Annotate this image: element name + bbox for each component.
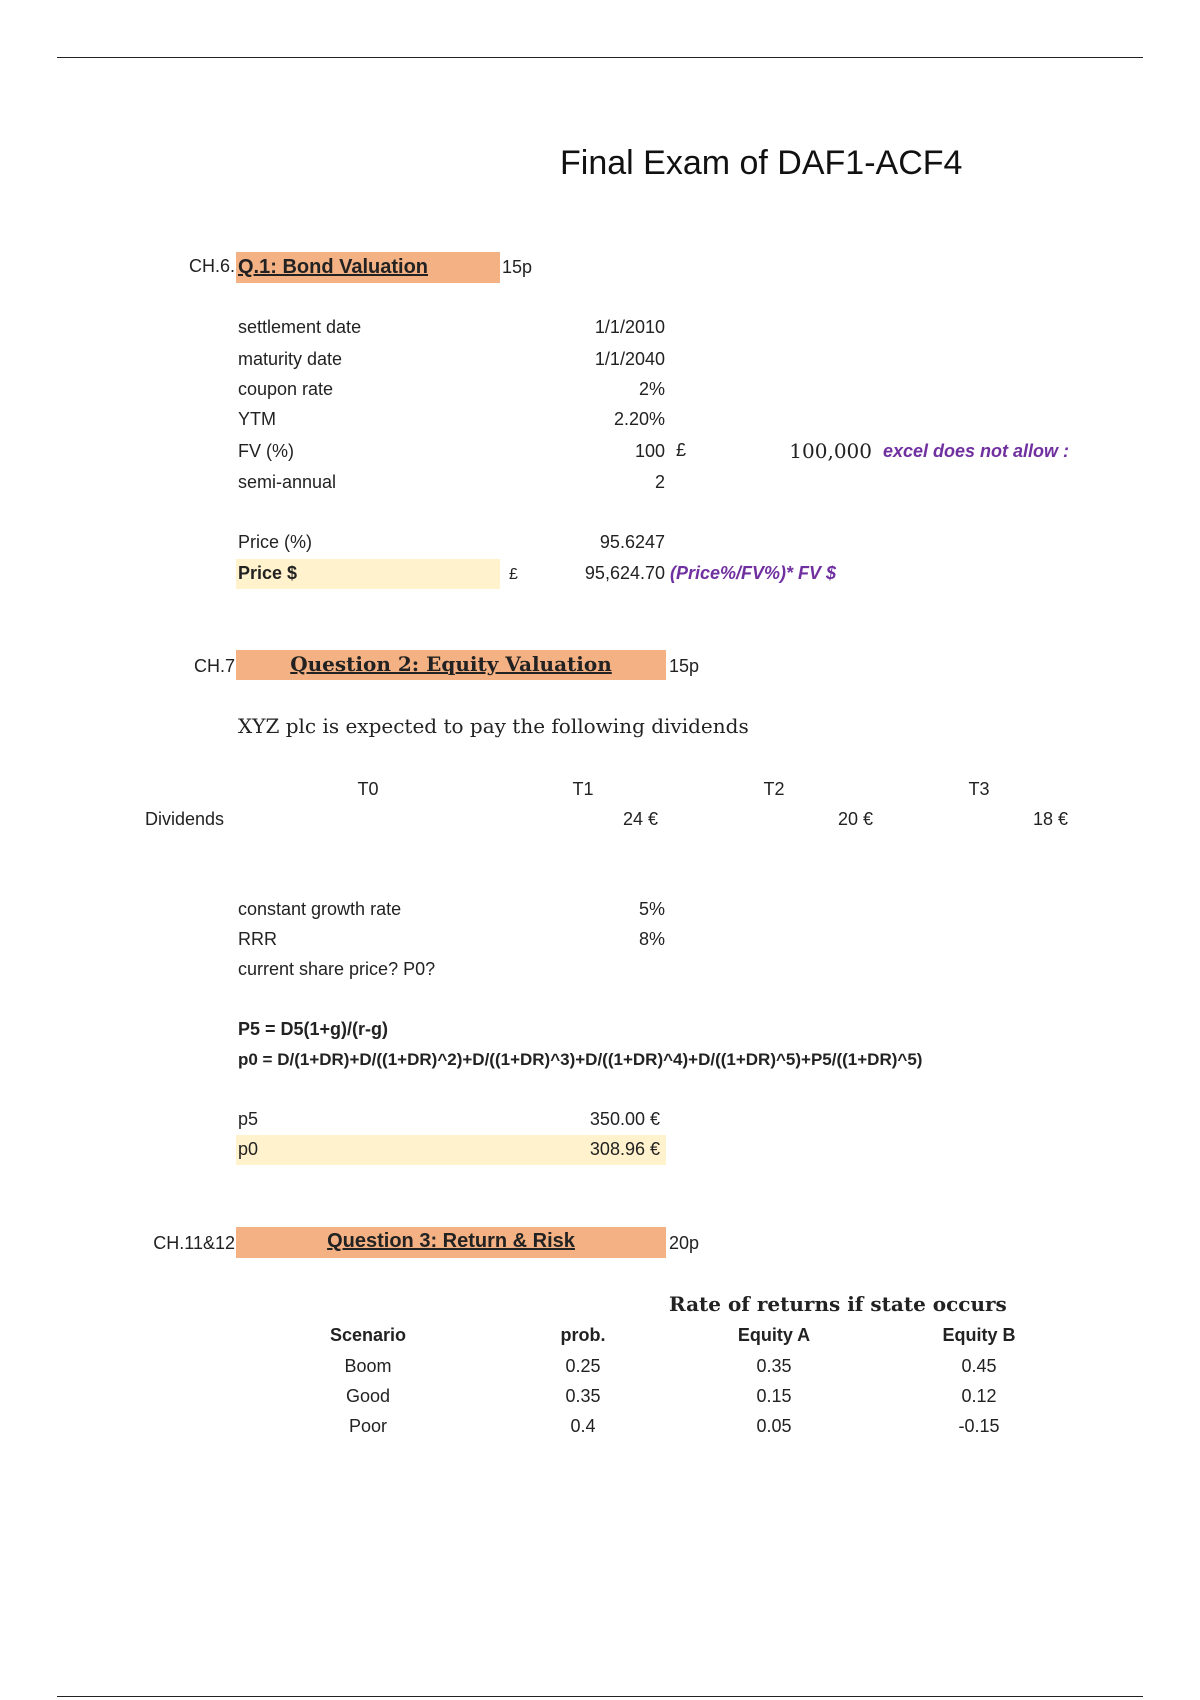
q3-points: 20p — [669, 1233, 700, 1253]
table-cell: -0.15 — [958, 1416, 1000, 1436]
period-t3: T3 — [968, 779, 990, 799]
dividend-t1: 24 € — [622, 809, 658, 829]
page-title: Final Exam of DAF1-ACF4 — [560, 144, 963, 182]
coupon-rate-label: coupon rate — [238, 379, 334, 399]
dividends-label: Dividends — [145, 809, 225, 829]
growth-rate-value: 5% — [638, 899, 665, 919]
semi-annual-label: semi-annual — [238, 472, 337, 492]
maturity-date-label: maturity date — [238, 349, 343, 369]
table-cell: 0.35 — [756, 1356, 792, 1376]
q2-points: 15p — [669, 656, 700, 676]
q2-title: Question 2: Equity Valuation — [290, 652, 612, 676]
settlement-date-label: settlement date — [238, 317, 362, 337]
table-cell: Boom — [344, 1356, 392, 1376]
price-pct-label: Price (%) — [238, 532, 313, 552]
price-pct-value: 95.6247 — [599, 532, 665, 552]
price-usd-currency: £ — [509, 566, 518, 583]
q2-chapter: CH.7 — [193, 656, 235, 676]
q1-points: 15p — [502, 257, 533, 277]
p5-label: p5 — [238, 1109, 259, 1129]
price-usd-label: Price $ — [238, 563, 298, 583]
ytm-label: YTM — [238, 409, 276, 429]
q3-title: Question 3: Return & Risk — [327, 1230, 575, 1252]
share-price-question: current share price? P0? — [238, 959, 436, 979]
period-t1: T1 — [572, 779, 594, 799]
formula-p5: P5 = D5(1+g)/(r-g) — [238, 1019, 389, 1039]
bottom-rule — [57, 1696, 1143, 1697]
fv-note: excel does not allow : — [883, 441, 1070, 461]
price-usd-note: (Price%/FV%)* FV $ — [670, 563, 837, 583]
rrr-value: 8% — [638, 929, 665, 949]
semi-annual-value: 2 — [654, 472, 665, 492]
period-t0: T0 — [357, 779, 379, 799]
period-t2: T2 — [763, 779, 785, 799]
rrr-label: RRR — [238, 929, 277, 949]
formula-p0: p0 = D/(1+DR)+D/((1+DR)^2)+D/((1+DR)^3)+D/((1+DR)^4)+D/((1+DR)^5)+P5/((1+DR)^5) — [238, 1050, 923, 1069]
q3-chapter: CH.11&12 — [153, 1233, 235, 1253]
growth-rate-label: constant growth rate — [238, 899, 402, 919]
fv-currency: £ — [676, 440, 687, 460]
table-cell: 0.35 — [565, 1386, 601, 1406]
dividend-t2: 20 € — [837, 809, 873, 829]
table-cell: 0.15 — [756, 1386, 792, 1406]
col-prob: prob. — [560, 1325, 606, 1345]
coupon-rate-value: 2% — [638, 379, 665, 399]
q2-intro: XYZ plc is expected to pay the following dividends — [238, 714, 749, 738]
settlement-date-value: 1/1/2010 — [594, 317, 665, 337]
p0-value: 308.96 € — [589, 1139, 660, 1159]
col-scenario: Scenario — [329, 1325, 407, 1345]
table-cell: 0.45 — [961, 1356, 997, 1376]
price-usd-value: 95,624.70 — [584, 563, 665, 583]
dividend-t3: 18 € — [1032, 809, 1068, 829]
table-cell: 0.4 — [570, 1416, 596, 1436]
q1-chapter: CH.6. — [188, 256, 235, 276]
returns-group-header: Rate of returns if state occurs — [669, 1292, 1007, 1316]
table-cell: 0.05 — [756, 1416, 792, 1436]
top-rule — [57, 57, 1143, 58]
fv-value: 100 — [634, 441, 665, 461]
fv-amount: 100,000 — [789, 439, 872, 463]
table-cell: Good — [345, 1386, 391, 1406]
p0-label: p0 — [238, 1139, 259, 1159]
q1-title: Q.1: Bond Valuation — [238, 256, 429, 278]
table-cell: 0.25 — [565, 1356, 601, 1376]
col-equity-a: Equity A — [737, 1325, 811, 1345]
ytm-value: 2.20% — [613, 409, 665, 429]
maturity-date-value: 1/1/2040 — [594, 349, 665, 369]
fv-label: FV (%) — [238, 441, 294, 461]
table-cell: 0.12 — [961, 1386, 997, 1406]
p5-value: 350.00 € — [589, 1109, 660, 1129]
col-equity-b: Equity B — [942, 1325, 1016, 1345]
table-cell: Poor — [348, 1416, 388, 1436]
